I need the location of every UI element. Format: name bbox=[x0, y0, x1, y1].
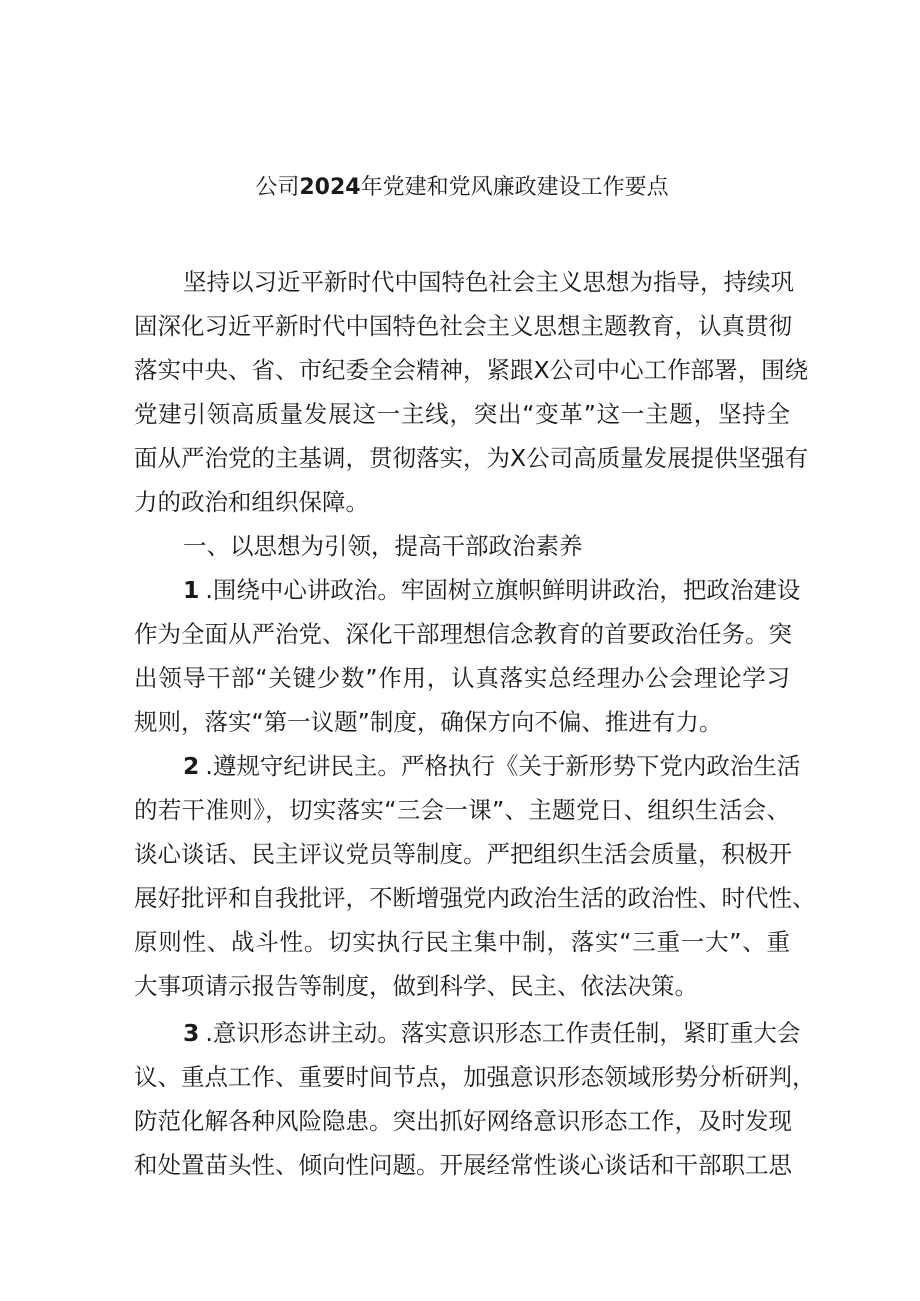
text-line: 力的政治和组织保障。 bbox=[134, 488, 369, 516]
text-line: 坚持以习近平新时代中国特色社会主义思想为指导，持续巩 bbox=[183, 268, 794, 296]
title-prefix: 公司 bbox=[255, 175, 300, 200]
line-text: .遵规守纪讲民主。严格执行《关于新形势下党内政治生活 bbox=[205, 752, 801, 780]
text-line bbox=[134, 744, 801, 788]
text-line: 面从严治党的主基调，贯彻落实，为X公司高质量发展提供坚强有 bbox=[134, 444, 809, 472]
item-paragraph bbox=[134, 1011, 816, 1187]
item-paragraph bbox=[134, 744, 816, 1008]
text-line bbox=[134, 1011, 801, 1055]
text-line: 防范化解各种风险隐患。突出抓好网络意识形态工作，及时发现 bbox=[134, 1107, 792, 1135]
item-number: 3 bbox=[183, 1019, 200, 1047]
text-line: 党建引领高质量发展这一主线，突出“变革”这一主题，坚持全 bbox=[134, 400, 790, 428]
text-line: 固深化习近平新时代中国特色社会主义思想主题教育，认真贯彻 bbox=[134, 312, 792, 340]
text-line: 大事项请示报告等制度，做到科学、民主、依法决策。 bbox=[134, 972, 698, 1000]
text-line bbox=[134, 568, 801, 612]
heading-text: 一、以思想为引领，提高干部政治素养 bbox=[183, 532, 583, 560]
line-text: .围绕中心讲政治。牢固树立旗帜鲜明讲政治，把政治建设 bbox=[205, 576, 801, 604]
text-line: 落实中央、省、市纪委全会精神，紧跟X公司中心工作部署，围绕 bbox=[134, 356, 809, 384]
item-number: 2 bbox=[183, 752, 200, 780]
text-line: 展好批评和自我批评，不断增强党内政治生活的政治性、时代性、 bbox=[134, 884, 816, 912]
line-text: .意识形态讲主动。落实意识形态工作责任制，紧盯重大会 bbox=[205, 1019, 801, 1047]
text-line: 的若干准则》，切实落实“三会一课”、主题党日、组织生活会、 bbox=[134, 796, 790, 824]
text-line: 和处置苗头性、倾向性问题。开展经常性谈心谈话和干部职工思 bbox=[134, 1151, 792, 1179]
text-line: 谈心谈话、民主评议党员等制度。严把组织生活会质量，积极开 bbox=[134, 840, 792, 868]
item-paragraph bbox=[134, 568, 801, 744]
text-line: 议、重点工作、重要时间节点，加强意识形态领域形势分析研判， bbox=[134, 1063, 816, 1091]
intro-paragraph bbox=[134, 260, 809, 524]
text-line: 规则，落实“第一议题”制度，确保方向不偏、推进有力。 bbox=[134, 708, 723, 736]
title-year: 2024 bbox=[299, 175, 361, 200]
item-number: 1 bbox=[183, 576, 200, 604]
text-line: 出领导干部“关键少数”作用，认真落实总经理办公会理论学习 bbox=[134, 664, 790, 692]
title-suffix: 年党建和党风廉政建设工作要点 bbox=[360, 175, 669, 200]
text-line: 原则性、战斗性。切实执行民主集中制，落实“三重一大”、重 bbox=[134, 928, 790, 956]
document-title bbox=[134, 168, 790, 208]
text-line: 作为全面从严治党、深化干部理想信念教育的首要政治任务。突 bbox=[134, 620, 792, 648]
section-heading bbox=[134, 524, 790, 568]
